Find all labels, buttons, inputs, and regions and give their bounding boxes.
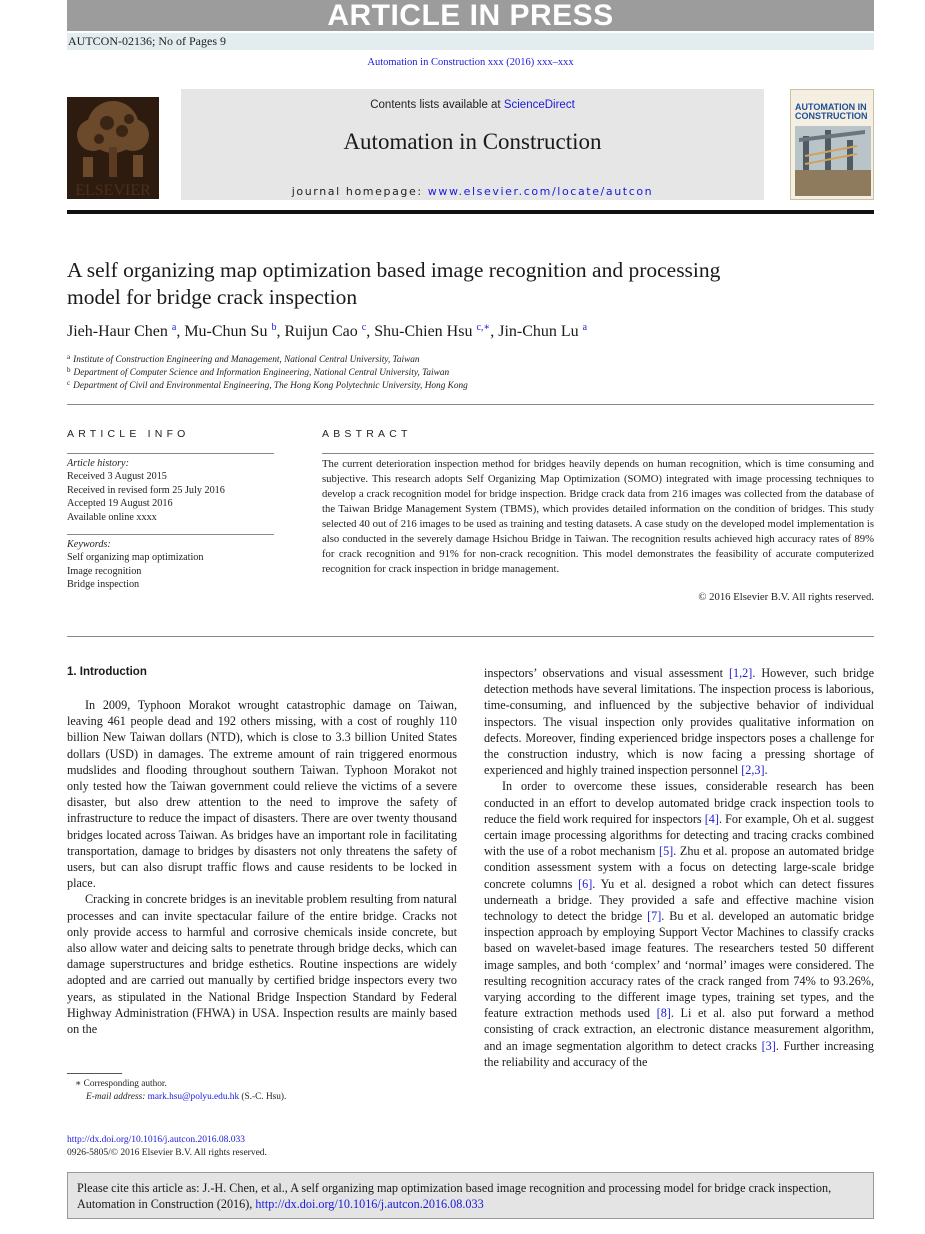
contents-prefix: Contents lists available at (370, 99, 504, 111)
cover-title: AUTOMATION IN CONSTRUCTION (795, 102, 868, 121)
contents-line (181, 99, 764, 111)
article-id-line: AUTCON-02136; No of Pages 9 (67, 33, 874, 50)
citation-box (67, 1172, 874, 1219)
issn-line: 0926-5805/© 2016 Elsevier B.V. All rights reserved. (67, 1148, 267, 1158)
section-heading: 1. Introduction (67, 666, 147, 678)
author[interactable]: Jin-Chun Lu $^a$ (498, 322, 588, 340)
keywords-label: Keywords: (67, 539, 111, 550)
elsevier-tree-icon (67, 97, 159, 199)
cover-image-icon (795, 126, 871, 196)
paragraph: inspectors’ observations and visual assessment [1,2]. However, such bridge detection methods have several limitations. The inspection process is laborious, time-consuming, and influenced by the subjective behavior of individual inspectors. The visual inspection only provides qualitative information on defects. Moreover, finding experienced bridge inspectors poses a challenge for the construction industry, which is now facing a pressing shortage of experienced and highly trained inspection personnel [2,3]. (484, 666, 875, 778)
elsevier-wordmark: ELSEVIER (75, 182, 151, 199)
history-label: Article history: (67, 458, 129, 469)
email-link[interactable]: mark.hsu@polyu.edu.hk (147, 1092, 240, 1102)
history-item: Available online xxxx (67, 511, 157, 523)
citation-link[interactable]: [1,2] (728, 666, 753, 680)
author[interactable]: Ruijun Cao $^c$, (284, 322, 375, 340)
author[interactable]: Mu-Chun Su $^b$, (184, 322, 285, 340)
corresponding-author-note: ∗ Corresponding author. (75, 1079, 167, 1089)
paragraph: In 2009, Typhoon Morakot wrought catastrophic damage on Taiwan, leaving 461 people dead and 192 others missing, with a cost of roughly 110 billion New Taiwan dollars (NTD), which is close to 3.3 billion United States dollars (USD) in damages. The extreme amount of rain triggered enormous mudslides and flooding throughout southern Taiwan. Typhoon Morakot not only tested how the Taiwan government could relieve the victims of a severe disaster, but also drew attention to the need to improve the safety of infrastructure to reduce the impact of disasters. There are over twenty thousand bridges located across Taiwan. As bridges have an important role in facilitating transportation, damage to bridges by disasters not only threatens the safety of users, but can also disrupt traffic flows and cause residents to be locked in place. (67, 698, 457, 891)
journal-cover[interactable] (790, 89, 874, 200)
citation-doi-link[interactable]: http://dx.doi.org/10.1016/j.autcon.2016.08.033 (255, 1197, 484, 1211)
article-in-press-banner: ARTICLE IN PRESS (67, 0, 874, 31)
journal-masthead (181, 89, 764, 200)
email-note: E-mail address: mark.hsu@polyu.edu.hk (S.-C. Hsu). (86, 1092, 287, 1102)
article-info-heading: ARTICLE INFO (67, 428, 190, 440)
history-item: Received 3 August 2015 (67, 471, 167, 483)
divider (322, 453, 874, 454)
abstract-copyright: © 2016 Elsevier B.V. All rights reserved. (698, 591, 874, 603)
citation-link[interactable]: [2,3] (741, 763, 765, 778)
affiliation: $^a$ Institute of Construction Engineering and Management, National Central University, Taiwan (67, 353, 420, 365)
citation-link[interactable]: [8] (656, 1006, 671, 1021)
journal-homepage-line (181, 185, 764, 198)
author[interactable]: Shu-Chien Hsu $^{c,∗}$, (374, 322, 499, 340)
homepage-prefix: journal homepage: (291, 185, 428, 198)
elsevier-logo[interactable] (67, 97, 159, 199)
keywords-block (67, 538, 203, 592)
affiliation: $^b$ Department of Computer Science and Information Engineering, National Central University, Taiwan (67, 366, 450, 378)
keyword: Bridge inspection (67, 579, 140, 591)
masthead-rule (67, 210, 874, 214)
sciencedirect-link[interactable]: ScienceDirect (503, 99, 575, 111)
body-column-left (67, 697, 457, 1037)
paragraph: In order to overcome these issues, considerable research has been conducted in an effort to develop automated bridge crack inspection tools to reduce the field work required for inspectors [4]. For example, Oh et al. suggest certain image processing algorithms for detecting and tracing cracks combined with the use of a robot mechanism [5]. Zhu et al. propose an automated bridge condition assessment system with a focus on detecting large-scale bridge concrete columns [6]. Yu et al. designed a robot which can detect fissures underneath a bridge. They provided a safe and effective machine vision technology to detect the bridge [7]. Bu et al. developed an automatic bridge inspection approach by employing Support Vector Machines to classify cracks based on wavelet-based image features. The researchers tested 50 different image samples, and both ‘complex’ and ‘normal’ images were considered. The resulting recognition accuracy rates of the crack ranged from 74% to 93.26%, varying according to the different image types, training set types, and the feature extraction methods used [8]. Li et al. also put forward a method consisting of crack extraction, an electronic distance measurement algorithm, and an image segmentation algorithm to detect cracks [3]. Further increasing the reliability and accuracy of the (484, 779, 874, 1069)
paragraph: Cracking in concrete bridges is an inevitable problem resulting from natural processes and can invite spectacular failure of the entire bridge. Cracks not only provide access to harmful and corrosive chemicals inside concrete, but also allow water and deicing salts to penetrate through bridge decks, which can damage superstructures and bridge esthetics. Routine inspections are widely adopted and are carried out manually by certified bridge inspectors every two years, as stipulated in the National Bridge Inspection Standard by Federal Highway Administration (FHWA) in USA. Inspection results are mainly based on the (67, 892, 457, 1037)
divider (67, 534, 274, 535)
journal-homepage-link[interactable]: www.elsevier.com/locate/autcon (427, 185, 654, 198)
citation-link[interactable]: [7] (647, 909, 662, 924)
journal-title: Automation in Construction (343, 129, 602, 154)
author-list (67, 322, 874, 341)
citation-text: Please cite this article as: J.-H. Chen, et al., A self organizing map optimization based image recognition and processing model for bridge crack inspection, Automation in Construction (2016), (77, 1181, 832, 1211)
author[interactable]: Jieh-Haur Chen $^a$, (67, 322, 185, 340)
history-item: Accepted 19 August 2016 (67, 498, 173, 510)
journal-reference-link[interactable]: Automation in Construction xxx (2016) xxx–xxx (367, 57, 574, 68)
keyword: Self organizing map optimization (67, 552, 204, 564)
body-column-right (484, 665, 874, 1070)
footnote-rule (67, 1073, 122, 1074)
divider (67, 404, 874, 405)
history-item: Received in revised form 25 July 2016 (67, 484, 225, 496)
affiliation: $^c$ Department of Civil and Environmental Engineering, The Hong Kong Polytechnic University, Hong Kong (67, 379, 468, 391)
abstract-heading: ABSTRACT (322, 428, 412, 440)
citation-link[interactable]: [4] (704, 811, 719, 826)
citation-link[interactable]: [3] (761, 1038, 776, 1053)
keyword: Image recognition (67, 565, 142, 577)
citation-link[interactable]: [6] (578, 876, 593, 891)
doi-link[interactable]: http://dx.doi.org/10.1016/j.autcon.2016.08.033 (67, 1135, 245, 1145)
divider (67, 453, 274, 454)
article-title: A self organizing map optimization based image recognition and processing model for bridge crack inspection (67, 258, 721, 309)
abstract-text: The current deterioration inspection method for bridges heavily depends on human recognition, which is time consuming and subjective. This research adopts Self Organizing Map Optimization (SOMO) integrated with image processing techniques to develop a crack recognition model for bridge inspection. Bridge crack data from 216 images was collected from the database of the Taiwan Bridge Management System (TBMS), which provides detailed information on the condition of bridges. This study selected 40 out of 216 images to be used as training and testing datasets. A case study on the developed model implementation is also conducted in the severely damage Hsichou Bridge in Taiwan. The recognition results achieved high accuracy rates of 89% for crack recognition and 91% for non-crack recognition. This model demonstrates the feasibility of accurate computerized recognition for crack inspection in bridge management. (322, 458, 874, 575)
citation-link[interactable]: [5] (659, 844, 674, 859)
article-history-block (67, 457, 225, 524)
divider (67, 636, 874, 637)
